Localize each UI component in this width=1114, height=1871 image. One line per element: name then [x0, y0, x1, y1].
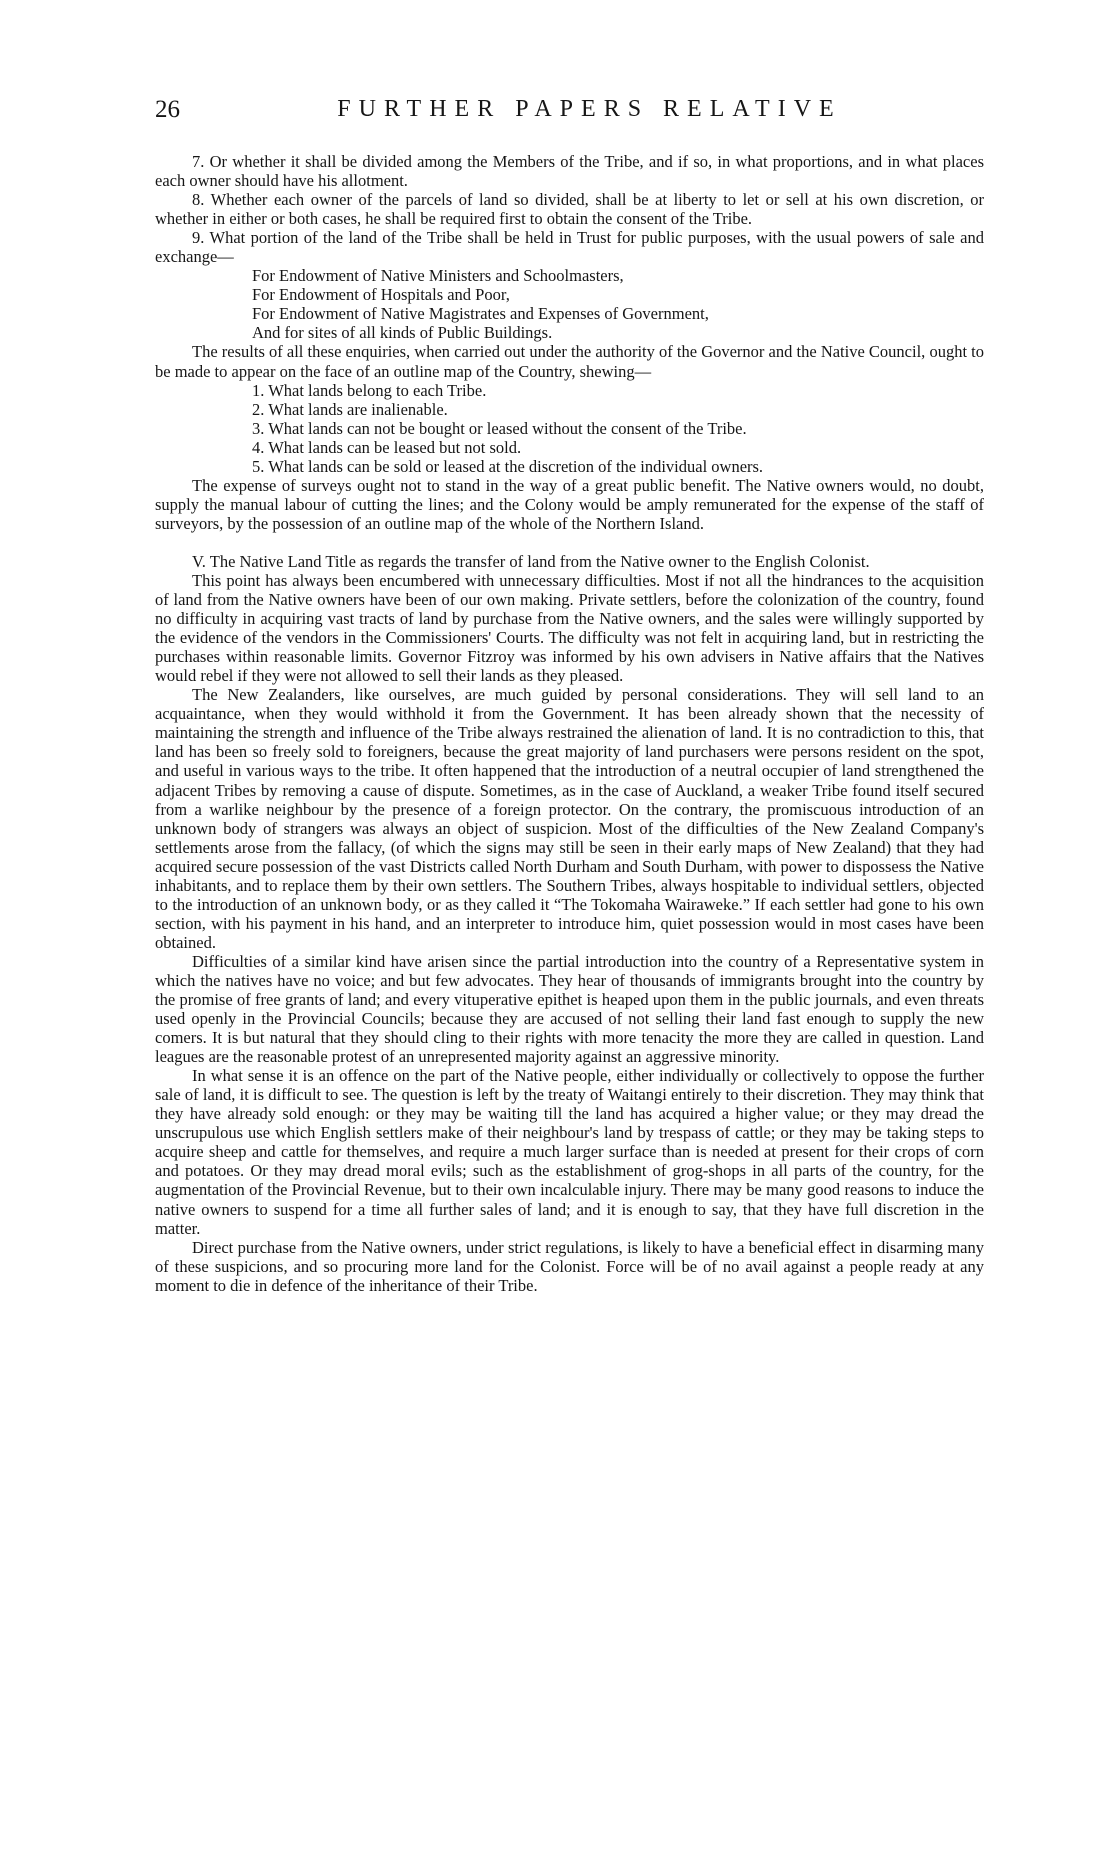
paragraph-representative: Difficulties of a similar kind have arisen since the partial introduction into the country of a Representative system in which the natives have no voice; and but few advocates. They hear of thousands of immigrants brought into the country by the promise of free grants of land; and every vituperative epithet is heaped upon them in the public journals, and even threats used openly in the Provincial Councils; because they are accused of not selling their land fast enough to supply the new comers. It is but natural that they should cling to their rights with more tenacity the more they are called in question. Land leagues are the reasonable protest of an unrepresented majority against an aggressive minority.	[155, 951, 984, 1067]
endowment-list-item: For Endowment of Hospitals and Poor,	[252, 285, 510, 305]
body-text	[155, 152, 984, 1295]
map-list-item: 4. What lands can be leased but not sold.	[252, 437, 522, 457]
endowment-list-item: For Endowment of Native Magistrates and Expenses of Government,	[252, 304, 709, 324]
running-head: FURTHER PAPERS RELATIVE	[337, 96, 842, 122]
paragraph-surveys: The expense of surveys ought not to stand in the way of a great public benefit. The Native owners would, no doubt, supply the manual labour of cutting the lines; and the Colony would be amply remunerated for the expense of the staff of surveyors, by the possession of an outline map of the whole of the Northern Island.	[155, 475, 984, 533]
paragraph-offence: In what sense it is an offence on the part of the Native people, either individually or collectively to oppose the further sale of land, it is difficult to see. The question is left by the treaty of Waitangi entirely to their discretion. They may think that they have already sold enough: or they may be waiting till the land has acquired a higher value; or they may dread the unscrupulous use which English settlers make of their neighbour's land by trespass of cattle; or they may be taking steps to acquire sheep and cattle for themselves, and require a much larger surface than is needed at present for their crops of corn and potatoes. Or they may dread moral evils; such as the establishment of grog-shops in all parts of the country, for the augmentation of the Provincial Revenue, but to their own incalculable injury. There may be many good reasons to induce the native owners to suspend for a time all further sales of land; and it is enough to say, that they have full discretion in the matter.	[155, 1066, 984, 1238]
document-page	[155, 96, 984, 1295]
paragraph-item-9: 9. What portion of the land of the Tribe shall be held in Trust for public purposes, with the usual powers of sale and exchange—	[155, 228, 984, 267]
paragraph-item-8: 8. Whether each owner of the parcels of land so divided, shall be at liberty to let or sell at his own discretion, or whether in either or both cases, he shall be required first to obtain the consent of the Tribe.	[155, 190, 984, 229]
map-list-item: 1. What lands belong to each Tribe.	[252, 380, 487, 400]
paragraph-direct-purchase: Direct purchase from the Native owners, under strict regulations, is likely to have a beneficial effect in disarming many of these suspicions, and so procuring more land for the Colonist. Force will be of no avail against a people ready at any moment to die in defence of the inheritance of their Tribe.	[155, 1237, 984, 1295]
paragraph-item-7: 7. Or whether it shall be divided among the Members of the Tribe, and if so, in what proportions, and in what places each owner should have his allotment.	[155, 152, 984, 191]
map-list-item: 5. What lands can be sold or leased at the discretion of the individual owners.	[252, 456, 764, 476]
endowment-list-item: For Endowment of Native Ministers and Schoolmasters,	[252, 266, 624, 286]
page-number: 26	[155, 96, 180, 123]
section-heading-v: V. The Native Land Title as regards the transfer of land from the Native owner to the English Colonist.	[192, 551, 870, 571]
paragraph-new-zealanders: The New Zealanders, like ourselves, are much guided by personal considerations. They will sell land to an acquaintance, when they would withhold it from the Government. It has been already shown that the necessity of maintaining the strength and influence of the Tribe always restrained the alienation of land. It is no contradiction to this, that land has been so freely sold to foreigners, because the great majority of land purchasers were persons resident on the spot, and useful in various ways to the tribe. It often happened that the introduction of a neutral occupier of land strengthened the adjacent Tribes by removing a cause of dispute. Sometimes, as in the case of Auckland, a weaker Tribe found itself secured from a warlike neighbour by the presence of a foreign protector. On the contrary, the promiscuous introduction of an unknown body of strangers was always an object of suspicion. Most of the difficulties of the New Zealand Company's settlements arose from the fallacy, (of which the signs may still be seen in their early maps of New Zealand) that they had acquired secure possession of the vast Districts called North Durham and South Durham, with power to dispossess the Native inhabitants, and to replace them by their own settlers. The Southern Tribes, always hospitable to individual settlers, objected to the introduction of an unknown body, or as they called it “The Tokomaha Wairaweke.” If each settler had gone to his own section, with his payment in his hand, and an interpreter to introduce him, quiet possession would in most cases have been obtained.	[155, 685, 984, 952]
map-list-item: 2. What lands are inalienable.	[252, 399, 448, 419]
page-header	[155, 96, 984, 132]
endowment-list-item: And for sites of all kinds of Public Buildings.	[252, 323, 553, 343]
paragraph-results: The results of all these enquiries, when carried out under the authority of the Governor and the Native Council, ought to be made to appear on the face of an outline map of the Country, shewing—	[155, 342, 984, 381]
map-list-item: 3. What lands can not be bought or leased without the consent of the Tribe.	[252, 418, 747, 438]
paragraph-difficulties: This point has always been encumbered with unnecessary difficulties. Most if not all the hindrances to the acquisition of land from the Native owners have been of our own making. Private settlers, before the colonization of the country, found no difficulty in acquiring vast tracts of land by purchase from the Native owners, and the sales were willingly supported by the evidence of the vendors in the Commissioners' Courts. The difficulty was not felt in acquiring land, but in restricting the purchases within reasonable limits. Governor Fitzroy was informed by his own advisers in Native affairs that the Natives would rebel if they were not allowed to sell their lands as they pleased.	[155, 570, 984, 686]
